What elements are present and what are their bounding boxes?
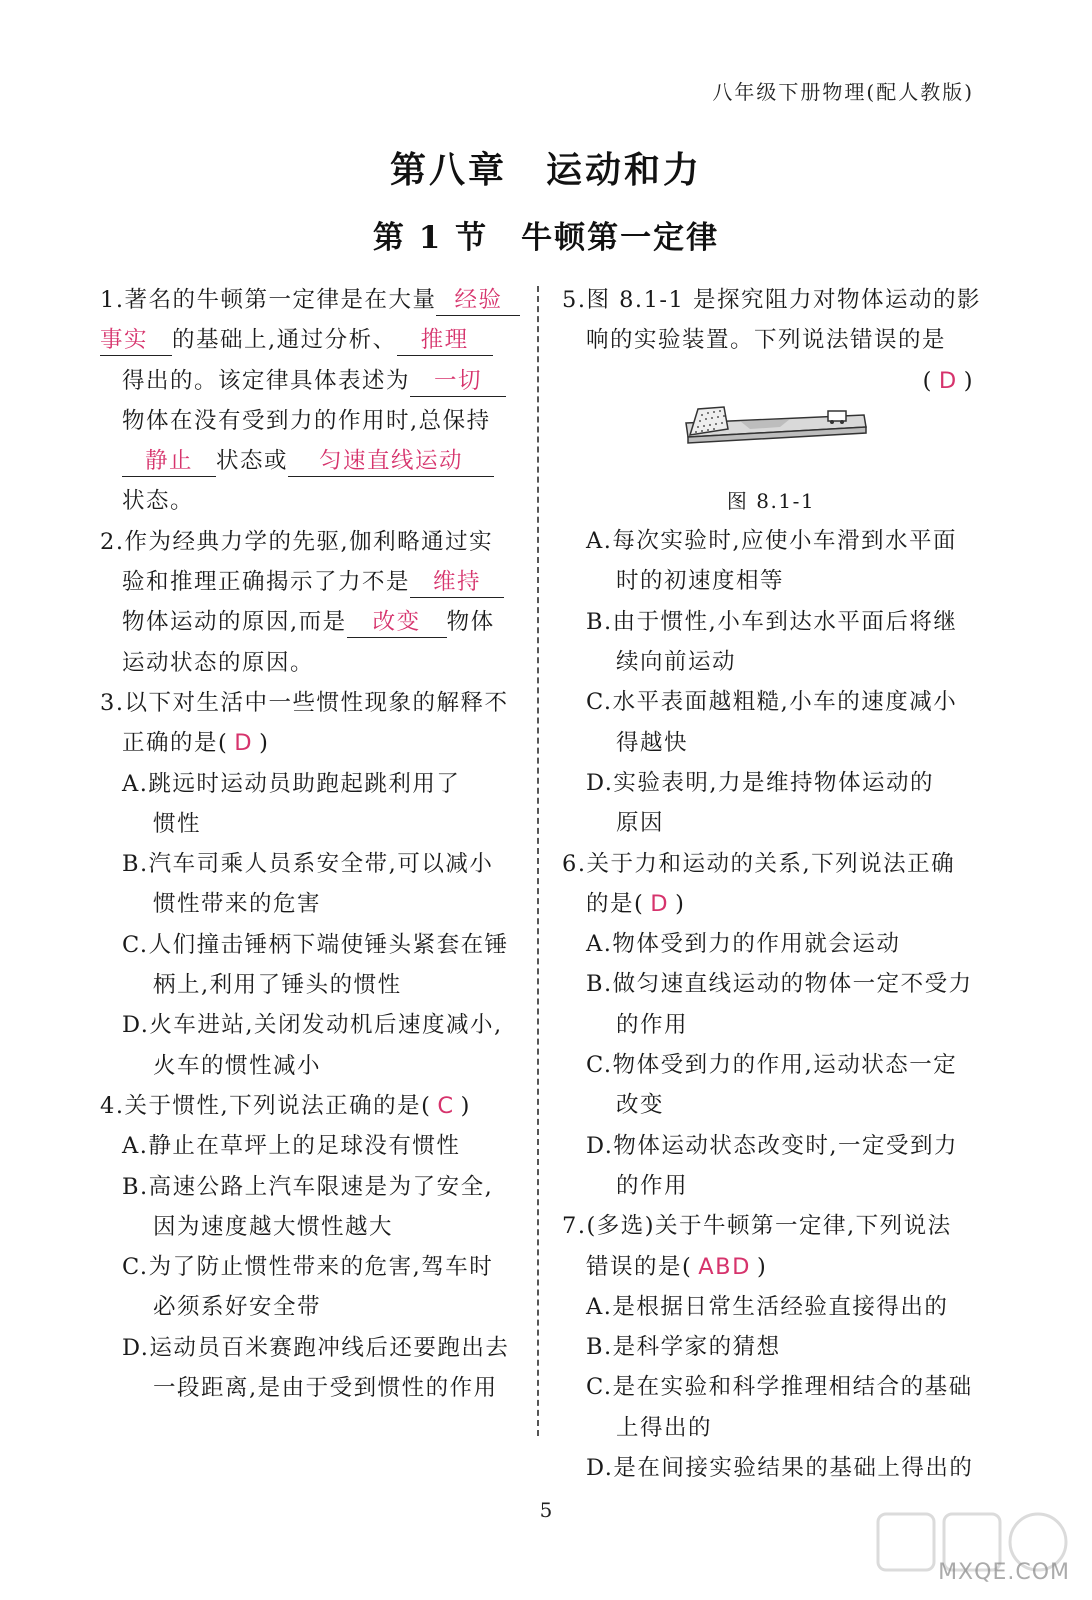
- figure-caption: 图 8.1-1: [726, 488, 816, 513]
- right-column: 5.图 8.1-1 是探究阻力对物体运动的影 响的实验装置。下列说法错误的是 ( D ) 图 8.1-1 A.每次实验时,应使小车滑到水平面 时的初速度相等 B.由于惯性,小车到达水平面后将继 续向前运动 C.水平表面越粗糙,小车的速度减小 得越快 D.实验表明,力是维持物体运动的 原因 6.关于力和运动的关系,下列说法正确 的是( D ) A.物体受到力的作用就会运动 B.做匀速直线运动的物体一定不受力 的作用 C.物体受到力的作用,运动状态一定 改变 D.物体运动状态改变时,一定受到力 的作用 7.(多选)关于牛顿第一定律,下列说法 错误的是( ABD ) A.是根据日常生活经验直接得出的 B.是科学家的猜想 C.是在实验和科学推理相结合的基础 上得出的 D.是在间接实验结果的基础上得出的: [562, 280, 980, 1488]
- figure-8-1-1: [562, 401, 980, 481]
- q3-line2: 正确的是( D ): [122, 730, 270, 757]
- q3-option-d: D.火车进站,关闭发动机后速度减小,: [122, 1012, 503, 1039]
- book-header: 八年级下册物理(配人教版): [712, 80, 974, 104]
- q7-option-a: A.是根据日常生活经验直接得出的: [586, 1293, 949, 1320]
- q2-line3: 物体运动的原因,而是 改变 物体: [100, 602, 518, 642]
- q3-option-b: B.汽车司乘人员系安全带,可以减小: [122, 851, 494, 878]
- q6-line2: 的是( D ): [586, 890, 686, 917]
- q4-option-b: B.高速公路上汽车限速是为了安全,: [122, 1173, 494, 1200]
- q2-line4: 运动状态的原因。: [122, 649, 315, 676]
- q6-option-d: D.物体运动状态改变时,一定受到力: [586, 1132, 959, 1159]
- q4-option-d: D.运动员百米赛跑冲线后还要跑出去: [122, 1334, 510, 1361]
- q1-line1: 1.著名的牛顿第一定律是在大量 经验: [100, 280, 518, 320]
- q6-option-a: A.物体受到力的作用就会运动: [586, 931, 901, 958]
- ramp-experiment-figure: [680, 405, 870, 445]
- q5-line1: 5.图 8.1-1 是探究阻力对物体运动的影: [562, 287, 981, 313]
- q2-blank2: 改变: [347, 607, 447, 638]
- q7-option-b: B.是科学家的猜想: [586, 1334, 781, 1361]
- q2-blank1: 维持: [410, 567, 504, 598]
- q6-option-b: B.做匀速直线运动的物体一定不受力: [586, 971, 973, 998]
- q7-answer: ABD: [698, 1253, 751, 1280]
- page-number: 5: [539, 1498, 553, 1522]
- q7-option-c: C.是在实验和科学推理相结合的基础: [586, 1374, 973, 1401]
- q4-option-c: C.为了防止惯性带来的危害,驾车时: [122, 1254, 494, 1281]
- q4-answer: C: [437, 1092, 455, 1119]
- watermark-text: MXQE.COM: [938, 1560, 1070, 1585]
- q7-option-d: D.是在间接实验结果的基础上得出的: [586, 1455, 974, 1482]
- q5-option-b: B.由于惯性,小车到达水平面后将继: [586, 608, 958, 635]
- q5-option-c: C.水平表面越粗糙,小车的速度减小: [586, 689, 958, 716]
- section-title: 第 1 节 牛顿第一定律: [372, 220, 720, 256]
- q1-line3: 得出的。该定律具体表述为 一切: [100, 361, 518, 401]
- q7-line2: 错误的是( ABD ): [586, 1253, 768, 1280]
- q6-answer: D: [650, 890, 670, 917]
- q3-answer: D: [234, 730, 254, 757]
- q1-blank5: 匀速直线运动: [288, 446, 494, 477]
- q1-blank2: 推理: [397, 325, 493, 356]
- column-divider: [537, 286, 539, 1436]
- q1-line6: 状态。: [122, 488, 195, 515]
- q3-option-a: A.跳远时运动员助跑起跳利用了: [122, 770, 461, 797]
- chapter-title: 第八章 运动和力: [389, 150, 702, 191]
- q3-line1: 3.以下对生活中一些惯性现象的解释不: [100, 689, 509, 716]
- q5-option-d: D.实验表明,力是维持物体运动的: [586, 769, 935, 796]
- q2-line2: 验和推理正确揭示了力不是 维持: [100, 562, 518, 602]
- q1-blank3: 一切: [410, 366, 506, 397]
- q4-option-a: A.静止在草坪上的足球没有惯性: [122, 1133, 461, 1160]
- q1-blank1: 经验: [436, 285, 520, 316]
- q1-blank1-cont: 事实: [100, 325, 172, 356]
- left-column: 1.著名的牛顿第一定律是在大量 经验 事实 的基础上,通过分析、 推理 得出的。该定律具体表述为 一切 物体在没有受到力的作用时,总保持 静止 状态或 匀速直线运动 状态。 2.作为经典力学的先驱,伽利略通过实 验和推理正确揭示了力不是 维持 物体运动的原因,而是 改变 物体 运动状态的原因。 3.以下对生活中一些惯性现象的解释不 正确的是( D ) A.跳远时运动员助跑起跳利用了 惯性 B.汽车司乘人员系安全带,可以减小 惯性带来的危害 C.人们撞击锤柄下端使锤头紧套在锤 柄上,利用了锤头的惯性 D.火车进站,关闭发动机后速度减小, 火车的惯性减小 4.关于惯性,下列说法正确的是( C ) A.静止在草坪上的足球没有惯性 B.高速公路上汽车限速是为了安全, 因为速度越大惯性越大 C.为了防止惯性带来的危害,驾车时 必须系好安全带 D.运动员百米赛跑冲线后还要跑出去 一段距离,是由于受到惯性的作用: [100, 280, 518, 1408]
- q2-line1: 2.作为经典力学的先驱,伽利略通过实: [100, 528, 494, 555]
- q1-blank4: 静止: [122, 446, 216, 477]
- q3-option-c: C.人们撞击锤柄下端使锤头紧套在锤: [122, 931, 509, 958]
- q5-line2: 响的实验装置。下列说法错误的是: [586, 327, 947, 354]
- q6-line1: 6.关于力和运动的关系,下列说法正确: [562, 850, 956, 877]
- q5-answer-line: ( D ): [922, 367, 974, 394]
- q1-line4: 物体在没有受到力的作用时,总保持: [122, 407, 491, 434]
- q1-line5: 静止 状态或 匀速直线运动: [100, 441, 518, 481]
- q7-line1: 7.(多选)关于牛顿第一定律,下列说法: [562, 1213, 952, 1240]
- q6-option-c: C.物体受到力的作用,运动状态一定: [586, 1052, 958, 1079]
- q5-option-a: A.每次实验时,应使小车滑到水平面: [586, 528, 958, 555]
- q1-line2: 事实 的基础上,通过分析、 推理: [100, 320, 518, 360]
- q5-answer: D: [938, 367, 958, 394]
- q4-line1: 4.关于惯性,下列说法正确的是( C ): [100, 1092, 471, 1119]
